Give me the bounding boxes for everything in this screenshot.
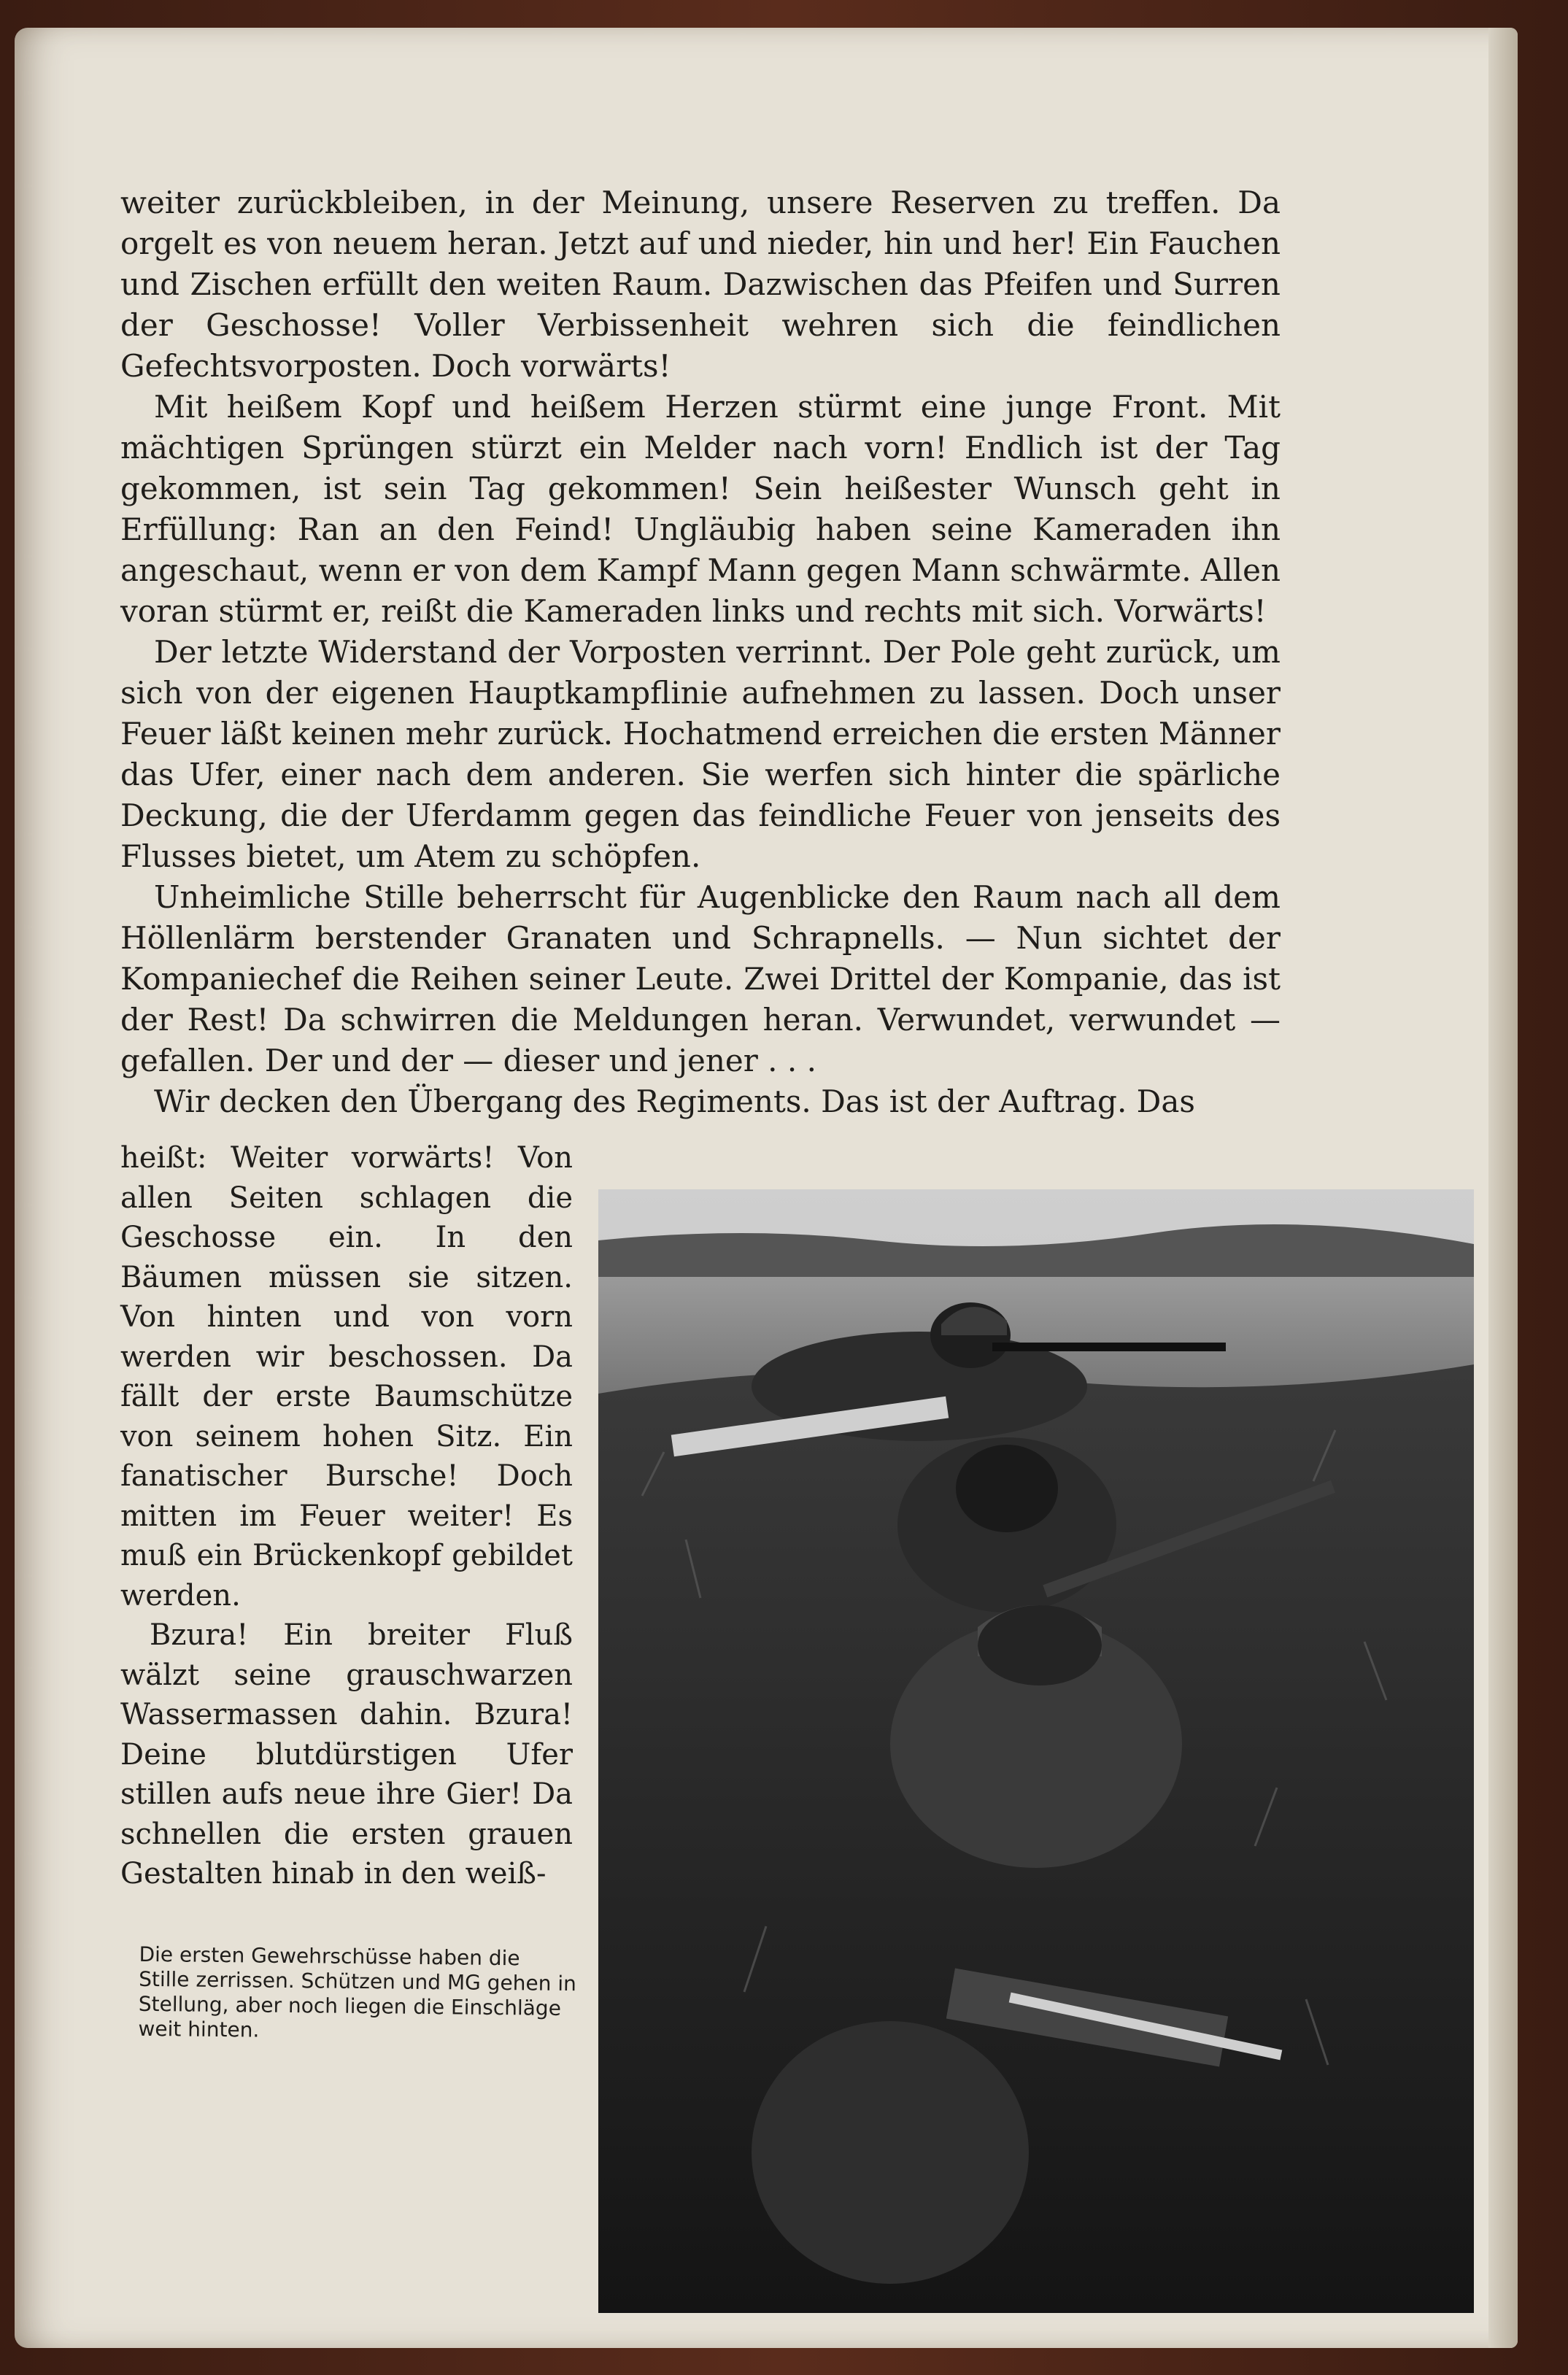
paragraph-1: weiter zurückbleiben, in der Meinung, unsere Reserven zu treffen. Da orgelt es von neuem heran. Jetzt auf und nieder, hin und her! Ein Fauchen und Zischen erfüllt den weiten Raum. Dazwischen das Pfeifen und Surren der Geschosse! Voller Verbissenheit wehren sich die feindlichen Gefechtsvorposten. Doch vorwärts! (120, 185, 1281, 384)
column-paragraph-2: Bzura! Ein breiter Fluß wälzt seine grauschwarzen Wassermassen dahin. Bzura! Deine blutdürstigen Ufer stillen aufs neue ihre Gier! Da schnellen die ersten grauen Gestalten hinab in den weiß- (120, 1618, 573, 1891)
paragraph-3: Der letzte Widerstand der Vorposten verrinnt. Der Pole geht zurück, um sich von der eigenen Hauptkampflinie aufnehmen zu lassen. Doch unser Feuer läßt keinen mehr zurück. Hochatmend erreichen die ersten Männer das Ufer, einer nach dem anderen. Sie werfen sich hinter die spärliche Deckung, die der Uferdamm gegen das feindliche Feuer von jenseits des Flusses bietet, um Atem zu schöpfen. (120, 634, 1281, 874)
photo-caption: Die ersten Gewehrschüsse haben die Stille zerrissen. Schützen und MG gehen in Stellung, aber noch liegen die Einschläge weit hinten. (138, 1942, 577, 2042)
soldiers-photograph (598, 1189, 1474, 2313)
side-column-text (120, 1138, 573, 1894)
main-text (120, 182, 1281, 1122)
paragraph-2: Mit heißem Kopf und heißem Herzen stürmt eine junge Front. Mit mächtigen Sprüngen stürzt ein Melder nach vorn! Endlich ist der Tag gekommen, ist sein Tag gekommen! Sein heißester Wunsch geht in Erfüllung: Ran an den Feind! Ungläubig haben seine Kameraden ihn angeschaut, wenn er von dem Kampf Mann gegen Mann schwärmte. Allen voran stürmt er, reißt die Kameraden links und rechts mit sich. Vorwärts! (120, 389, 1281, 629)
page-edge (1488, 28, 1518, 2348)
paragraph-4: Unheimliche Stille beherrscht für Augenblicke den Raum nach all dem Höllenlärm berstender Granaten und Schrapnells. — Nun sichtet der Kompaniechef die Reihen seiner Leute. Zwei Drittel der Kompanie, das ist der Rest! Da schwirren die Meldungen heran. Verwundet, verwundet — gefallen. Der und der — dieser und jener . . . (120, 879, 1281, 1078)
column-paragraph-1: heißt: Weiter vorwärts! Von allen Seiten schlagen die Geschosse ein. In den Bäumen müssen sie sitzen. Von hinten und von vorn werden wir beschossen. Da fällt der erste Baumschütze von seinem hohen Sitz. Ein fanatischer Bursche! Doch mitten im Feuer weiter! Es muß ein Brückenkopf gebildet werden. (120, 1141, 573, 1613)
paragraph-5: Wir decken den Übergang des Regiments. Das ist der Auftrag. Das (154, 1084, 1195, 1119)
